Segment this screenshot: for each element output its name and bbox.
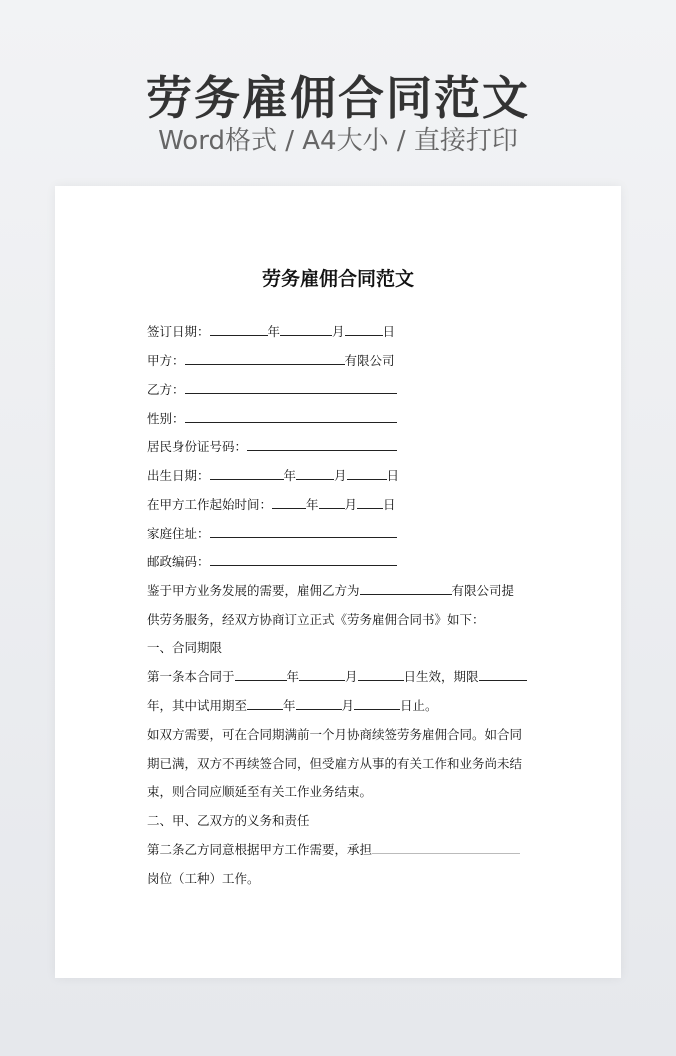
preamble-text-a: 鉴于甲方业务发展的需要，雇佣乙方为	[147, 583, 360, 598]
sign-year-blank[interactable]	[210, 323, 268, 336]
party-b-line	[147, 381, 397, 399]
term-year-label: 年	[286, 669, 300, 684]
section-heading-2: 二、甲、乙双方的义务和责任	[147, 813, 310, 828]
preamble-line-2: 供劳务服务，经双方协商订立正式《劳务雇佣合同书》如下：	[147, 612, 485, 627]
id-number-label: 居民身份证号码：	[147, 439, 248, 454]
probation-month-blank[interactable]	[296, 697, 342, 710]
party-a-label: 甲方：	[147, 353, 185, 368]
party-a-suffix: 有限公司	[344, 353, 395, 368]
term-day-blank[interactable]	[358, 668, 404, 681]
start-day-label: 日	[383, 497, 396, 512]
page-title: 劳务雇佣合同范文	[146, 71, 530, 125]
postcode-blank[interactable]	[210, 553, 397, 566]
probation-end-label: 日止。	[400, 698, 438, 713]
article-2-line-1	[147, 841, 520, 859]
start-date-label: 在甲方工作起始时间：	[147, 497, 273, 512]
term-month-label: 月	[345, 669, 358, 684]
effective-label: 日生效，期限	[403, 669, 479, 684]
start-month-label: 月	[344, 497, 358, 512]
start-year-blank[interactable]	[272, 496, 306, 509]
probation-year-label: 年	[283, 698, 296, 713]
sign-date-label: 签订日期：	[147, 324, 210, 339]
birth-month-label: 月	[334, 468, 347, 483]
party-a-blank[interactable]	[185, 352, 345, 365]
sign-month-label: 月	[332, 324, 345, 339]
preamble-text-b: 有限公司提	[451, 583, 515, 598]
birth-date-label: 出生日期：	[147, 468, 210, 483]
article-1-line-1	[147, 668, 527, 686]
gender-line	[147, 410, 397, 428]
article-1-text-b: 年，其中试用期至	[147, 698, 248, 713]
address-label: 家庭住址：	[147, 526, 210, 541]
preamble-line-1	[147, 582, 514, 600]
sign-day-label: 日	[382, 324, 396, 339]
article-1-line-2	[147, 697, 438, 715]
start-day-blank[interactable]	[357, 496, 383, 509]
employer-blank[interactable]	[360, 582, 452, 595]
sign-month-blank[interactable]	[280, 323, 332, 336]
page-subtitle: Word格式 / A4大小 / 直接打印	[158, 126, 518, 156]
sign-year-label: 年	[267, 324, 281, 339]
gender-blank[interactable]	[185, 410, 397, 423]
term-year-blank[interactable]	[235, 668, 287, 681]
address-blank[interactable]	[210, 525, 397, 538]
birth-date-line	[147, 467, 399, 485]
postcode-label: 邮政编码：	[147, 554, 210, 569]
start-date-line	[147, 496, 396, 514]
birth-year-label: 年	[283, 468, 297, 483]
probation-day-blank[interactable]	[354, 697, 400, 710]
postcode-line	[147, 553, 397, 571]
probation-year-blank[interactable]	[247, 697, 283, 710]
renewal-line-1: 如双方需要，可在合同期满前一个月协商续签劳务雇佣合同。如合同	[147, 727, 523, 742]
article-2-line-2: 岗位（工种）工作。	[147, 871, 260, 886]
term-length-blank[interactable]	[479, 668, 527, 681]
address-line	[147, 525, 397, 543]
party-b-label: 乙方：	[147, 382, 185, 397]
birth-year-blank[interactable]	[210, 467, 284, 480]
sign-date-line	[147, 323, 395, 341]
renewal-line-3: 束，则合同应顺延至有关工作业务结束。	[147, 784, 373, 799]
document-page	[55, 186, 621, 978]
job-position-blank[interactable]	[372, 841, 520, 854]
birth-day-blank[interactable]	[347, 467, 387, 480]
article-1-text-a: 第一条本合同于	[147, 669, 235, 684]
party-b-blank[interactable]	[185, 381, 397, 394]
birth-day-label: 日	[386, 468, 400, 483]
section-heading-1: 一、合同期限	[147, 640, 223, 655]
start-year-label: 年	[306, 497, 319, 512]
renewal-line-2: 期已满，双方不再续签合同，但受雇方从事的有关工作和业务尚未结	[147, 756, 523, 771]
article-2-text-a: 第二条乙方同意根据甲方工作需要，承担	[147, 842, 373, 857]
term-month-blank[interactable]	[299, 668, 345, 681]
id-number-line	[147, 438, 397, 456]
party-a-line	[147, 352, 395, 370]
start-month-blank[interactable]	[319, 496, 345, 509]
document-title: 劳务雇佣合同范文	[261, 268, 414, 290]
probation-month-label: 月	[341, 698, 355, 713]
gender-label: 性别：	[147, 411, 185, 426]
birth-month-blank[interactable]	[296, 467, 334, 480]
id-number-blank[interactable]	[247, 438, 397, 451]
sign-day-blank[interactable]	[345, 323, 383, 336]
